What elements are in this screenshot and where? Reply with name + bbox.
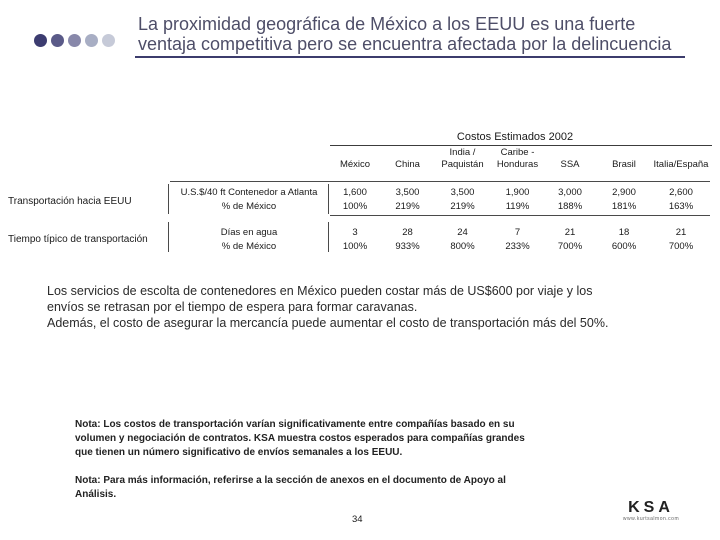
table-cell: 2,600 <box>669 187 693 198</box>
column-header-line: India / <box>449 147 476 158</box>
table-cell: 233% <box>505 241 530 252</box>
table-cell: 3,500 <box>450 187 475 198</box>
note-costs <box>75 418 635 460</box>
table-cell: 18 <box>618 227 630 238</box>
table-cell: 3 <box>352 227 358 238</box>
dot-icon <box>102 34 115 47</box>
table-cell: 700% <box>557 241 583 252</box>
row-label: Tiempo típico de transportación <box>8 234 148 245</box>
column-header-line <box>380 147 435 159</box>
row-sublabel: % de México <box>221 241 277 252</box>
table-cell: 21 <box>675 227 687 238</box>
column-header-line <box>330 147 380 159</box>
table-cell: 800% <box>450 241 475 252</box>
title-line: ventaja competitiva pero se encuentra afectada por la delincuencia <box>138 34 672 54</box>
column-header-line: Honduras <box>496 159 539 170</box>
table-cell: 28 <box>402 227 413 238</box>
logo-text: KSA <box>628 499 674 516</box>
dot-icon <box>34 34 47 47</box>
body-line: Además, el costo de asegurar la mercancía puede aumentar el costo de transportación más del 50%. <box>47 316 609 330</box>
table-cell: 1,600 <box>343 187 367 198</box>
table-cell: 163% <box>668 201 694 212</box>
column-header-brasil <box>598 147 650 171</box>
table-cell: 181% <box>611 201 637 212</box>
row-bracket <box>168 222 169 252</box>
table-title: Costos Estimados 2002 <box>456 131 574 143</box>
note-annex <box>75 474 635 502</box>
table-cell: 24 <box>457 227 468 238</box>
table-cell: 1,900 <box>505 187 530 198</box>
column-header-line: Paquistán <box>441 159 484 170</box>
table-cell: 700% <box>668 241 694 252</box>
row-bracket <box>168 184 169 214</box>
table-rule <box>330 215 710 216</box>
column-header-line: Italia/España <box>653 159 709 170</box>
page-title <box>138 14 713 54</box>
row-label: Transportación hacia EEUU <box>8 196 132 207</box>
title-divider <box>135 56 685 58</box>
column-header-mexico <box>330 147 380 171</box>
note-line: Nota: Los costos de transportación varían significativamente entre compañías basado en su <box>75 419 515 430</box>
table-cell: 3,500 <box>395 187 420 198</box>
table-cell: 100% <box>342 241 368 252</box>
row-sublabel: U.S.$/40 ft Contenedor a Atlanta <box>180 187 318 198</box>
table-cell: 119% <box>505 201 530 212</box>
note-line: que tienen un número significativo de envíos semanales a los EEUU. <box>75 447 403 458</box>
dot-icon <box>85 34 98 47</box>
column-divider <box>328 184 329 214</box>
table-cell: 600% <box>611 241 637 252</box>
table-cell: 2,900 <box>612 187 636 198</box>
table-cell: 933% <box>395 241 420 252</box>
ksa-logo <box>620 500 682 523</box>
column-header-caribe <box>490 147 545 171</box>
column-header-ssa <box>545 147 595 171</box>
column-header-china <box>380 147 435 171</box>
row-sublabel: % de México <box>221 201 277 212</box>
column-header-line <box>545 147 595 159</box>
note-line: volumen y negociación de contratos. KSA muestra costos esperados para compañías grandes <box>75 433 525 444</box>
column-header-line: Brasil <box>612 159 636 170</box>
table-cell: 21 <box>564 227 576 238</box>
column-header-india <box>435 147 490 171</box>
table-cell: 7 <box>514 227 521 238</box>
column-header-italia <box>648 147 714 171</box>
table-cell: 219% <box>395 201 420 212</box>
column-header-line: SSA <box>560 159 580 170</box>
table-cell: 100% <box>342 201 368 212</box>
table-cell: 3,000 <box>558 187 582 198</box>
logo-subtext: www.kurtsalmon.com <box>622 516 680 522</box>
table-title-divider <box>330 145 712 146</box>
column-header-line: México <box>339 159 371 170</box>
body-paragraph <box>47 283 707 331</box>
row-sublabel: Días en agua <box>220 227 278 238</box>
column-divider <box>328 222 329 252</box>
note-line: Nota: Para más información, referirse a la sección de anexos en el documento de Apoyo al <box>75 475 506 486</box>
page-number: 34 <box>352 514 363 525</box>
column-header-line <box>648 147 714 159</box>
note-line: Análisis. <box>75 489 117 500</box>
column-header-line: Caribe - <box>500 147 535 158</box>
dot-icon <box>51 34 64 47</box>
table-cell: 219% <box>450 201 475 212</box>
body-line: Los servicios de escolta de contenedores en México pueden costar más de US$600 por viaje y los <box>47 284 593 298</box>
table-cell: 188% <box>557 201 583 212</box>
column-header-line <box>598 147 650 159</box>
title-line: La proximidad geográfica de México a los EEUU es una fuerte <box>138 14 636 34</box>
body-line: envíos se retrasan por el tiempo de espera para formar caravanas. <box>47 300 418 314</box>
dot-icon <box>68 34 81 47</box>
column-header-line: China <box>395 159 420 170</box>
table-rule <box>170 181 710 182</box>
